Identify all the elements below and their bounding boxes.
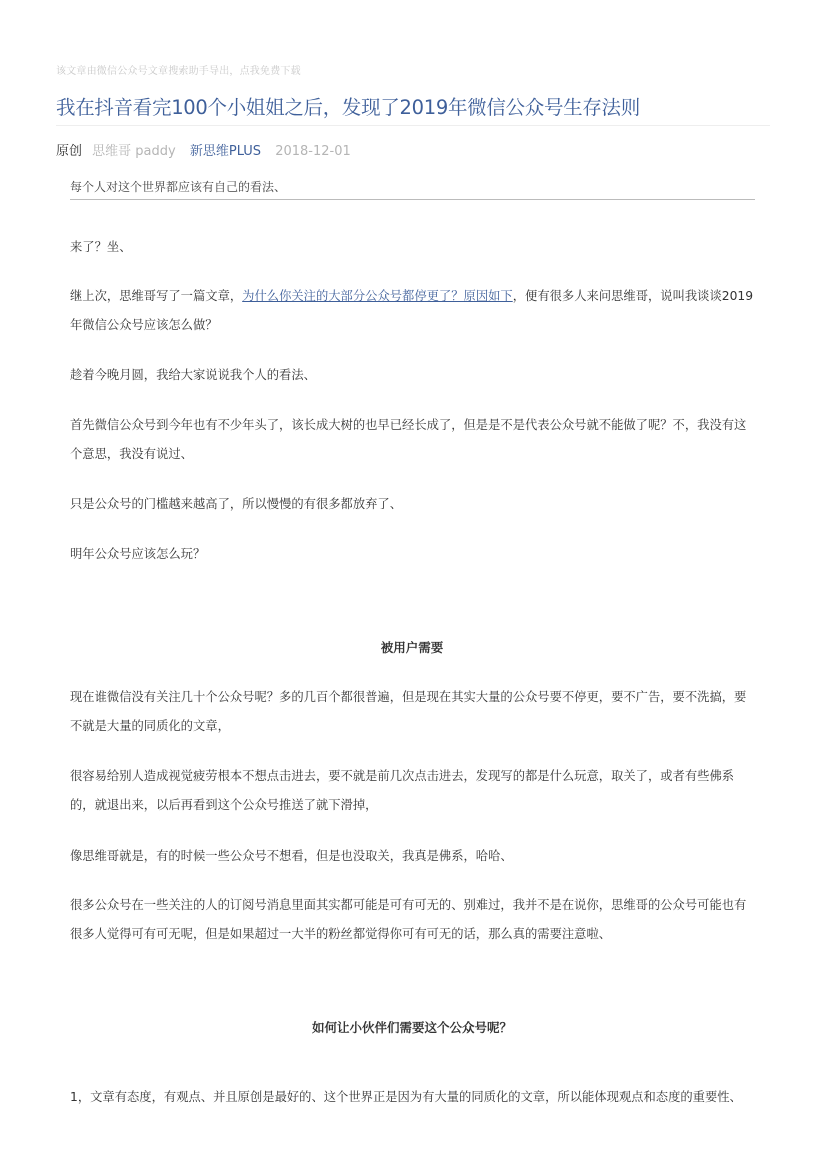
paragraph: 很多公众号在一些关注的人的订阅号消息里面其实都可能是可有可无的、别难过，我并不是在说你，思维哥的公众号可能也有很多人觉得可有可无呢，但是如果超过一大半的粉丝都觉得你可有可无的话，那么真的需要注意啦、 bbox=[70, 898, 747, 941]
paragraph: 很容易给别人造成视觉疲劳根本不想点击进去，要不就是前几次点击进去，发现写的都是什么玩意，取关了，或者有些佛系的，就退出来，以后再看到这个公众号推送了就下滑掉， bbox=[70, 769, 735, 812]
paragraph bbox=[70, 282, 754, 339]
previous-article-link[interactable]: 为什么你关注的大部分公众号都停更了？原因如下 bbox=[242, 289, 513, 303]
account-link[interactable]: 新思维PLUS bbox=[189, 144, 262, 159]
paragraph: 趁着今晚月圆，我给大家说说我个人的看法、 bbox=[70, 368, 316, 382]
paragraph-text: 继上次，思维哥写了一篇文章， bbox=[70, 289, 243, 303]
author-name: 思维哥 paddy bbox=[92, 144, 176, 159]
title-divider bbox=[56, 125, 770, 126]
paragraph: 明年公众号应该怎么玩？ bbox=[70, 547, 206, 561]
publish-date: 2018-12-01 bbox=[275, 144, 351, 159]
article-meta bbox=[56, 140, 361, 159]
paragraph: 首先微信公众号到今年也有不少年头了，该长成大树的也早已经长成了，但是是不是代表公众号就不能做了呢？不，我没有这个意思，我没有说过、 bbox=[70, 418, 747, 461]
article-title: 我在抖音看完100个小姐姐之后，发现了2019年微信公众号生存法则 bbox=[56, 96, 640, 119]
original-label: 原创 bbox=[56, 144, 83, 159]
quote-divider bbox=[70, 199, 755, 200]
section-heading: 被用户需要 bbox=[380, 640, 444, 655]
paragraph: 来了？坐、 bbox=[70, 240, 132, 254]
paragraph: 现在谁微信没有关注几十个公众号呢？多的几百个都很普遍，但是现在其实大量的公众号要不停更，要不广告，要不洗搞，要不就是大量的同质化的文章， bbox=[70, 690, 747, 733]
paragraph: 像思维哥就是，有的时候一些公众号不想看，但是也没取关，我真是佛系，哈哈、 bbox=[70, 849, 513, 863]
paragraph: 1，文章有态度，有观点、并且原创是最好的、这个世界正是因为有大量的同质化的文章，所以能体现观点和态度的重要性、 bbox=[70, 1090, 742, 1104]
paragraph: 只是公众号的门槛越来越高了，所以慢慢的有很多都放弃了、 bbox=[70, 497, 403, 511]
lead-quote: 每个人对这个世界都应该有自己的看法、 bbox=[70, 180, 287, 194]
export-notice-link[interactable]: 该文章由微信公众号文章搜索助手导出，点我免费下载 bbox=[56, 66, 301, 77]
paragraph-text: ，便有很多人来问思维哥，说叫我谈谈2019年微信公众号应该怎么做？ bbox=[70, 289, 754, 332]
section-heading: 如何让小伙伴们需要这个公众号呢？ bbox=[311, 1020, 512, 1035]
